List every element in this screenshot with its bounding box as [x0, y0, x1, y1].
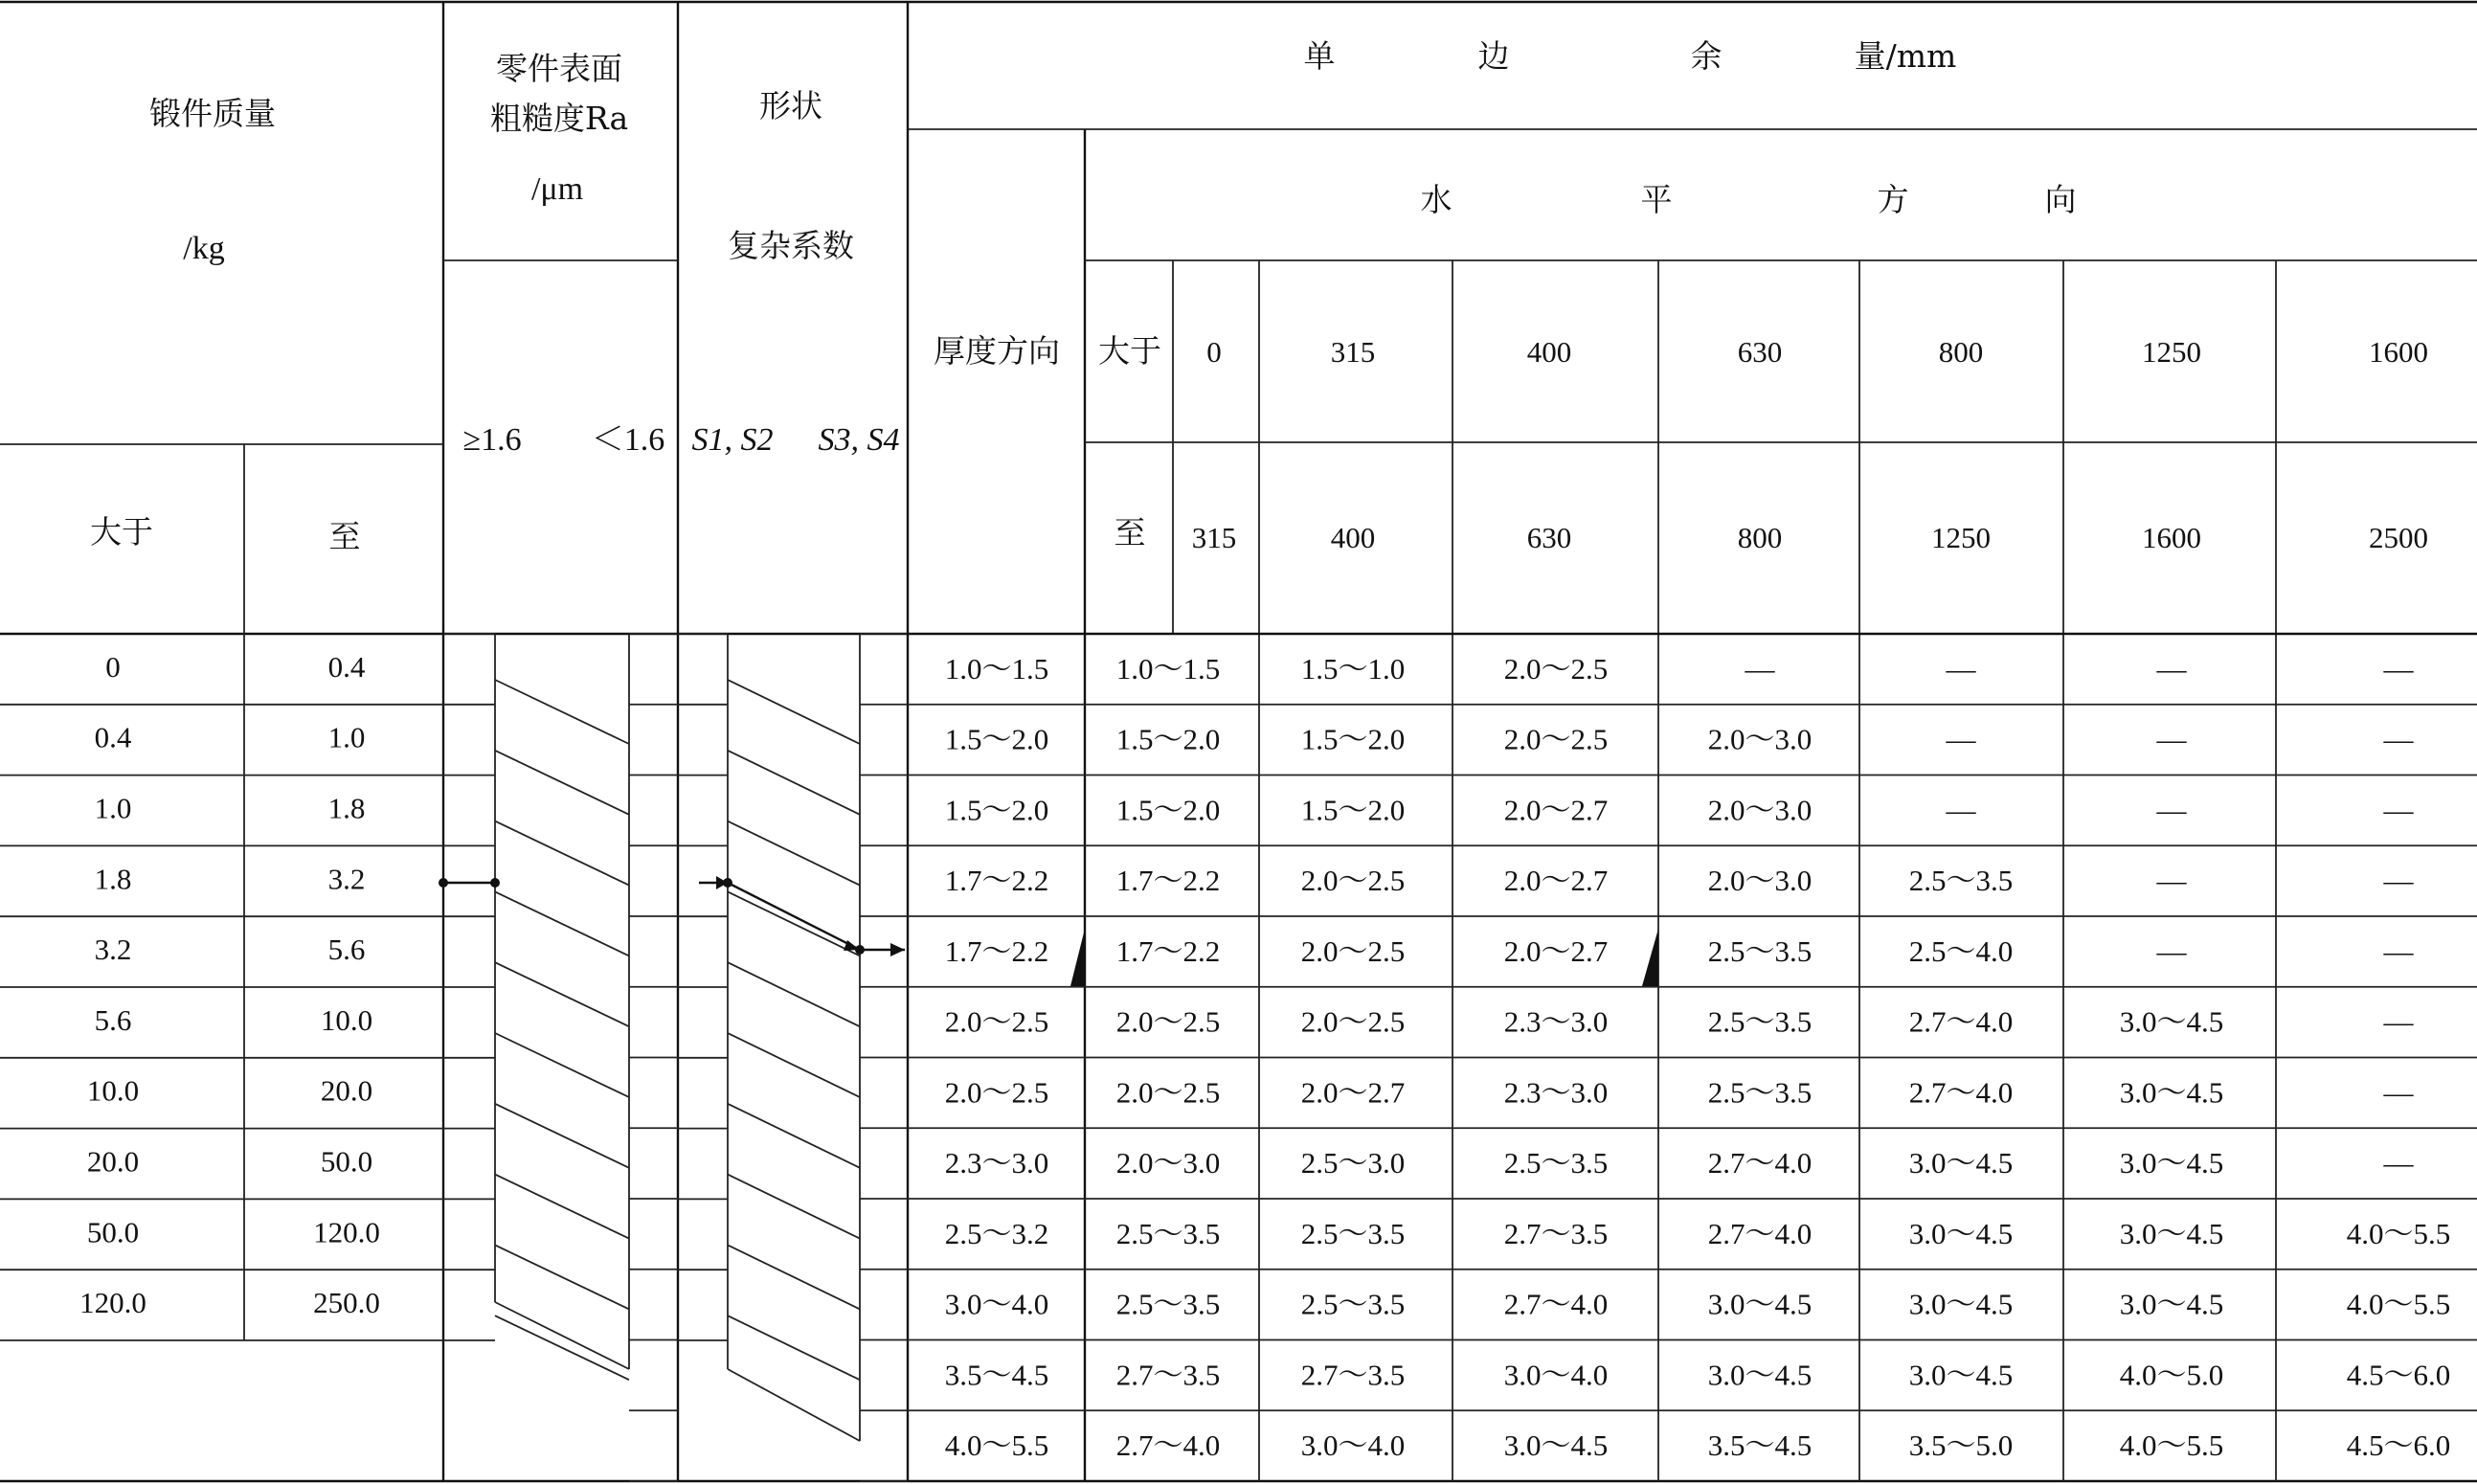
horizontal-allowance-value: 1.0～1.5	[1115, 651, 1221, 686]
horizontal-allowance-value: 2.0～2.7	[1503, 793, 1609, 827]
horizontal-to-value: 2500	[2369, 521, 2428, 554]
mass-from-value: 20.0	[86, 1144, 140, 1179]
horizontal-allowance-value: 3.0～4.5	[1707, 1287, 1813, 1321]
horizontal-allowance-value: 2.3～3.0	[1503, 1004, 1609, 1039]
horizontal-allowance-value: 1.7～2.2	[1115, 933, 1221, 968]
horizontal-allowance-value: 2.5～3.5	[1300, 1216, 1406, 1250]
allowance-title-2: 边	[1477, 37, 1510, 75]
example-dot-1	[439, 878, 448, 888]
mass-unit-label: /kg	[183, 231, 225, 266]
horizontal-allowance-value: —	[2156, 864, 2187, 898]
horizontal-allowance-value: 3.0～4.5	[1707, 1358, 1813, 1392]
horizontal-from-value: 400	[1526, 335, 1572, 369]
horizontal-allowance-value: —	[2156, 722, 2187, 756]
horizontal-allowance-value: 4.0～5.5	[2119, 1428, 2224, 1463]
horizontal-to-value: 630	[1526, 521, 1572, 554]
example-arrowhead-3	[890, 943, 905, 956]
horizontal-allowance-value: 3.0～4.5	[2119, 1075, 2224, 1110]
horizontal-allowance-value: 3.0～4.5	[1908, 1146, 2014, 1180]
thickness-allowance-value: 1.7～2.2	[944, 864, 1049, 898]
horizontal-allowance-value: 2.0～3.0	[1707, 722, 1813, 756]
horizontal-from-value: 1250	[2142, 335, 2201, 369]
horizontal-title-4: 向	[2044, 181, 2077, 218]
horizontal-allowance-value: —	[2383, 1146, 2414, 1180]
horizontal-allowance-value: 1.5～2.0	[1115, 722, 1221, 756]
horizontal-allowance-value: 2.0～2.7	[1503, 933, 1609, 968]
horizontal-allowance-value: —	[1946, 651, 1976, 686]
diagram-lines	[443, 634, 908, 1481]
horizontal-allowance-value: 3.0～4.5	[2119, 1216, 2224, 1250]
shape-diagonal	[728, 1315, 860, 1380]
horizontal-allowance-value: 2.0～2.5	[1115, 1004, 1221, 1039]
horizontal-title-1: 水	[1420, 181, 1452, 218]
horizontal-allowance-value: 4.0～5.5	[2346, 1216, 2451, 1250]
horizontal-allowance-value: 2.7～4.0	[1908, 1075, 2014, 1110]
allowance-title-4: 量/mm	[1854, 37, 1957, 75]
example-dot-2	[490, 878, 500, 888]
roughness-diagonal	[495, 821, 629, 886]
horizontal-allowance-value: —	[2383, 1075, 2414, 1110]
horizontal-from-value: 630	[1737, 335, 1783, 369]
shape-s34-label: S3, S4	[818, 422, 900, 458]
horizontal-allowance-value: 3.0～4.5	[1908, 1216, 2014, 1250]
roughness-lt-label: ＜1.6	[591, 422, 665, 458]
horizontal-allowance-value: —	[2383, 864, 2414, 898]
roughness-diagonal	[495, 1302, 629, 1369]
horizontal-allowance-value: 2.5～3.5	[1115, 1287, 1221, 1321]
mass-to-value: 120.0	[313, 1215, 380, 1249]
shape-s12-label: S1, S2	[691, 422, 774, 458]
horizontal-allowance-value: 2.0～2.5	[1503, 722, 1609, 756]
mass-from-value: 120.0	[79, 1286, 146, 1320]
horizontal-from-value: 1600	[2369, 335, 2428, 369]
mass-from-value: 10.0	[86, 1073, 140, 1108]
roughness-diagonal	[495, 751, 629, 815]
horizontal-allowance-value: 2.0～2.7	[1503, 864, 1609, 898]
roughness-diagonal	[495, 1033, 629, 1097]
horizontal-allowance-value: —	[1946, 722, 1976, 756]
mass-to-value: 3.2	[327, 862, 366, 896]
horizontal-allowance-value: 3.0～4.5	[2119, 1146, 2224, 1180]
horizontal-to-value: 800	[1737, 521, 1783, 554]
mass-range-values	[79, 650, 380, 1319]
roughness-diagonal	[495, 680, 629, 744]
mass-from-value: 1.0	[94, 791, 132, 825]
thickness-allowance-value: 2.3～3.0	[944, 1146, 1049, 1180]
horizontal-allowance-value: 2.0～2.5	[1300, 864, 1406, 898]
horizontal-to-value: 315	[1191, 521, 1237, 554]
horizontal-allowance-value: 1.5～2.0	[1115, 793, 1221, 827]
horizontal-allowance-value: 2.0～2.5	[1300, 1004, 1406, 1039]
horizontal-allowance-value: —	[2383, 651, 2414, 686]
horizontal-allowance-value: 4.0～5.0	[2119, 1358, 2224, 1392]
mass-to-value: 0.4	[327, 649, 366, 684]
horizontal-allowance-value: 2.7～3.5	[1300, 1358, 1406, 1392]
thickness-allowance-value: 2.0～2.5	[944, 1004, 1049, 1039]
horizontal-allowance-value: —	[2383, 1004, 2414, 1039]
horizontal-allowance-value: 2.0～3.0	[1115, 1146, 1221, 1180]
horizontal-allowance-value: 1.5～1.0	[1300, 651, 1406, 686]
shape-diagonal	[728, 1033, 860, 1097]
horizontal-greater-than-label: 大于	[1098, 332, 1161, 370]
thickness-allowance-value: 2.0～2.5	[944, 1075, 1049, 1110]
mass-from-value: 5.6	[94, 1002, 132, 1037]
shape-diagonal	[728, 821, 860, 886]
horizontal-from-value: 800	[1938, 335, 1984, 369]
horizontal-allowance-value: 2.5～3.5	[1115, 1216, 1221, 1250]
shape-diagonal	[728, 680, 860, 744]
horizontal-allowance-value: 4.5～6.0	[2346, 1428, 2451, 1463]
horizontal-allowance-value: 2.0～2.5	[1503, 651, 1609, 686]
example-path-diag	[728, 883, 860, 950]
horizontal-to-value: 400	[1330, 521, 1376, 554]
horizontal-allowance-value: 2.5～3.5	[1707, 933, 1813, 968]
mass-to-value: 20.0	[320, 1073, 373, 1108]
horizontal-allowance-value: —	[2156, 651, 2187, 686]
horizontal-allowance-value: 3.0～4.5	[2119, 1287, 2224, 1321]
horizontal-allowance-value: 2.0～2.5	[1300, 933, 1406, 968]
horizontal-allowance-value: 3.0～4.5	[1908, 1358, 2014, 1392]
roughness-diagonal	[495, 1175, 629, 1239]
shape-diagonal	[728, 1175, 860, 1239]
horizontal-allowance-value: 3.0～4.5	[1908, 1287, 2014, 1321]
horizontal-allowance-value: 1.5～2.0	[1300, 793, 1406, 827]
thickness-allowance-value: 3.0～4.0	[944, 1287, 1049, 1321]
horizontal-allowance-value: 2.7～4.0	[1503, 1287, 1609, 1321]
roughness-header-line1: 零件表面	[496, 50, 622, 87]
horizontal-allowance-value: 2.5～3.0	[1300, 1146, 1406, 1180]
mass-header-label: 锻件质量	[149, 95, 276, 132]
shape-diagonal	[728, 1369, 860, 1441]
horizontal-allowance-value: 3.0～4.0	[1503, 1358, 1609, 1392]
mass-from-value: 0.4	[94, 720, 132, 754]
horizontal-range-labels	[1192, 335, 2428, 554]
horizontal-allowance-value: 2.0～3.0	[1707, 793, 1813, 827]
mass-from-value: 50.0	[86, 1215, 140, 1249]
mass-from-value: 0	[105, 649, 121, 684]
roughness-diagonal	[495, 891, 629, 956]
shape-diagonal	[728, 962, 860, 1026]
horizontal-allowance-value: 2.5～3.5	[1707, 1004, 1813, 1039]
mass-to-value: 1.0	[327, 720, 366, 754]
horizontal-to-value: 1600	[2142, 521, 2201, 554]
horizontal-allowance-value: 2.7～4.0	[1115, 1428, 1221, 1463]
wedge-marker-horizontal	[1642, 929, 1658, 986]
horizontal-from-value: 315	[1330, 335, 1376, 369]
horizontal-allowance-value: 2.0～3.0	[1707, 864, 1813, 898]
horizontal-up-to-label: 至	[1114, 514, 1146, 551]
horizontal-allowance-value: —	[2383, 933, 2414, 968]
horizontal-allowance-value: 2.5～3.5	[1908, 864, 2014, 898]
horizontal-allowance-value: 2.5～3.5	[1503, 1146, 1609, 1180]
horizontal-allowance-value: 1.7～2.2	[1115, 864, 1221, 898]
roughness-ge-label: ≥1.6	[462, 422, 522, 458]
shape-header-line1: 形状	[759, 87, 822, 124]
shape-diagonal	[728, 891, 860, 956]
horizontal-from-value: 0	[1206, 335, 1222, 369]
horizontal-allowance-value: 2.3～3.0	[1503, 1075, 1609, 1110]
horizontal-title-3: 方	[1877, 181, 1909, 218]
shape-diagonal	[728, 1104, 860, 1168]
horizontal-allowance-value: —	[2383, 793, 2414, 827]
thickness-allowance-value: 1.7～2.2	[944, 933, 1049, 968]
mass-to-value: 5.6	[327, 933, 366, 967]
roughness-unit-label: /μm	[530, 171, 584, 207]
horizontal-allowance-value: 2.7～3.5	[1115, 1358, 1221, 1392]
mass-up-to-label: 至	[328, 518, 361, 555]
horizontal-allowance-value: 2.5～4.0	[1908, 933, 2014, 968]
horizontal-allowance-value: —	[2156, 793, 2187, 827]
wedge-marker-thickness	[1070, 929, 1085, 986]
thickness-allowance-value: 1.0～1.5	[944, 651, 1049, 686]
roughness-header-line2: 粗糙度Ra	[489, 100, 629, 137]
horizontal-allowance-value: 2.7～3.5	[1503, 1216, 1609, 1250]
allowance-title-3: 余	[1690, 37, 1723, 75]
horizontal-title-2: 平	[1640, 181, 1673, 218]
roughness-diagonal	[495, 1315, 629, 1380]
horizontal-allowance-value: 4.0～5.5	[2346, 1287, 2451, 1321]
thickness-direction-label: 厚度方向	[934, 332, 1060, 370]
roughness-diagonal	[495, 1245, 629, 1309]
horizontal-allowance-value: 3.0～4.5	[2119, 1004, 2224, 1039]
horizontal-allowance-value: 2.7～4.0	[1707, 1146, 1813, 1180]
horizontal-allowance-value: —	[2383, 722, 2414, 756]
horizontal-allowance-value: 1.5～2.0	[1300, 722, 1406, 756]
thickness-allowance-value: 1.5～2.0	[944, 722, 1049, 756]
roughness-diagonal	[495, 962, 629, 1026]
shape-header-line2: 复杂系数	[728, 227, 854, 264]
horizontal-allowance-value: 3.0～4.0	[1300, 1428, 1406, 1463]
mass-from-value: 1.8	[94, 862, 132, 896]
horizontal-allowance-value: 2.5～3.5	[1300, 1287, 1406, 1321]
shape-diagonal	[728, 751, 860, 815]
horizontal-allowance-value: —	[2156, 933, 2187, 968]
example-arrowhead-1	[716, 876, 728, 889]
horizontal-allowance-value: 4.5～6.0	[2346, 1358, 2451, 1392]
horizontal-allowance-value: 2.0～2.5	[1115, 1075, 1221, 1110]
thickness-allowance-value: 1.5～2.0	[944, 793, 1049, 827]
horizontal-to-value: 1250	[1931, 521, 1991, 554]
horizontal-allowance-value: 2.5～3.5	[1707, 1075, 1813, 1110]
horizontal-allowance-value: 2.7～4.0	[1707, 1216, 1813, 1250]
shape-diagonal	[728, 1245, 860, 1309]
horizontal-allowance-value: 3.0～4.5	[1503, 1428, 1609, 1463]
mass-to-value: 10.0	[320, 1002, 373, 1037]
thickness-allowance-value: 3.5～4.5	[944, 1358, 1049, 1392]
horizontal-allowance-value: —	[1946, 793, 1976, 827]
horizontal-allowance-value: 3.5～4.5	[1707, 1428, 1813, 1463]
thickness-allowance-value: 2.5～3.2	[944, 1216, 1049, 1250]
mass-greater-than-label: 大于	[90, 513, 153, 551]
mass-to-value: 250.0	[313, 1286, 380, 1320]
mass-to-value: 50.0	[320, 1144, 373, 1179]
allowance-title-1: 单	[1303, 37, 1336, 75]
mass-to-value: 1.8	[327, 791, 366, 825]
horizontal-allowance-value: —	[1745, 651, 1775, 686]
horizontal-allowance-value: 2.0～2.7	[1300, 1075, 1406, 1110]
horizontal-allowance-value: 2.7～4.0	[1908, 1004, 2014, 1039]
roughness-diagonal	[495, 1104, 629, 1168]
thickness-allowance-value: 4.0～5.5	[944, 1428, 1049, 1463]
mass-from-value: 3.2	[94, 933, 132, 967]
horizontal-allowance-value: 3.5～5.0	[1908, 1428, 2014, 1463]
